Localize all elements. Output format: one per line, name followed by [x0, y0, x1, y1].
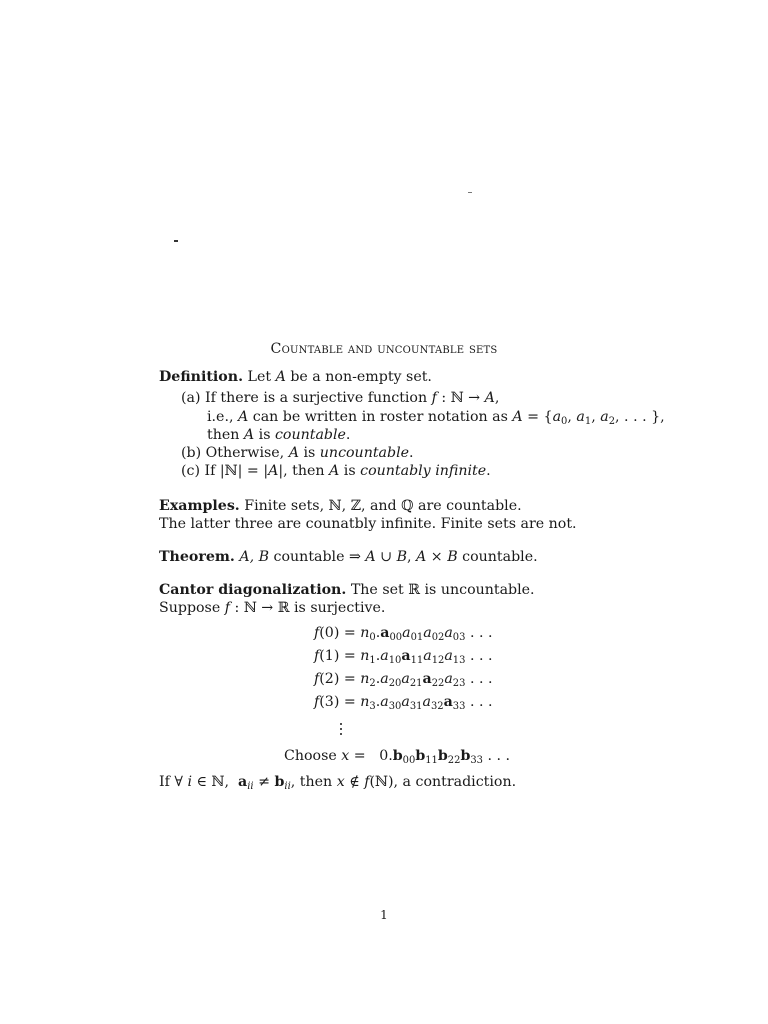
cantor-line2: Suppose f : ℕ → ℝ is surjective. [159, 600, 386, 616]
choose-line: Choose $x = 0.b_{00}b_{11}b_{22}b_{33}$ . . . [284, 748, 511, 766]
scan-speck [174, 240, 178, 242]
theorem-line: Theorem. A, B countable ⇒ A ∪ B, A × B countable. [159, 549, 538, 565]
equation-f3: $f(3) = n_3.a_{30}a_{31}a_{32}a_{33}$ . . . [314, 694, 493, 712]
definition-item-c: (c) If |ℕ| = |A|, then A is countably infinite. [181, 463, 491, 479]
page-number: 1 [380, 908, 388, 922]
conclusion-line: If ∀ i ∈ ℕ, $a_{ii} \ne b_{ii}$, then x ∉ f(ℕ), a contradiction. [159, 774, 517, 792]
definition-item-a-cont: i.e., A can be written in roster notation as $A = \{a_0$, $a_1$, $a_2$, . . . }, [207, 409, 665, 427]
theorem-heading: Theorem. [159, 549, 235, 565]
examples-line2: The latter three are counatbly infinite. Finite sets are not. [159, 516, 577, 532]
cantor-line1: Cantor diagonalization. The set ℝ is uncountable. [159, 582, 535, 598]
definition-heading: Definition. [159, 369, 244, 385]
definition-item-a-then: then A is countable. [207, 427, 351, 443]
equation-f2: $f(2) = n_2.a_{20}a_{21}a_{22}a_{23}$ . . . [314, 671, 493, 689]
scan-speck [468, 192, 472, 193]
definition-item-b: (b) Otherwise, A is uncountable. [181, 445, 414, 461]
definition-item-a: (a) If there is a surjective function f : ℕ → A, [181, 390, 500, 406]
equation-f1: $f(1) = n_1.a_{10}a_{11}a_{12}a_{13}$ . . . [314, 648, 493, 666]
equation-f0: $f(0) = n_0.a_{00}a_{01}a_{02}a_{03}$ . . . [314, 625, 493, 643]
examples-line1: Examples. Finite sets, ℕ, ℤ, and ℚ are countable. [159, 498, 522, 514]
definition-intro-line: Definition. Let A be a non-empty set. [159, 369, 432, 385]
vertical-ellipsis [340, 720, 344, 738]
examples-heading: Examples. [159, 498, 240, 514]
page-title: Countable and uncountable sets [270, 341, 498, 357]
cantor-heading: Cantor diagonalization. [159, 582, 347, 598]
